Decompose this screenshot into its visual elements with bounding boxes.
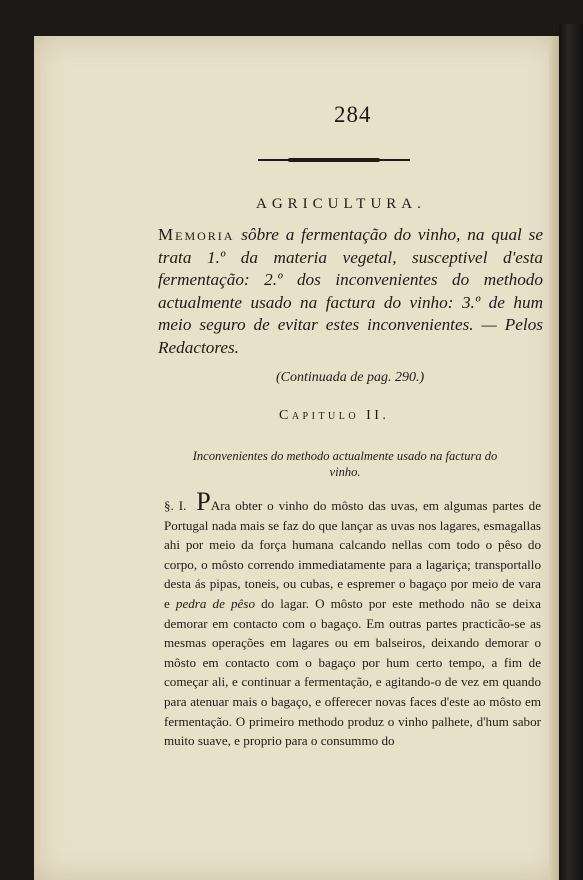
section-title: AGRICULTURA. [256, 196, 426, 212]
drop-cap: P [196, 487, 211, 516]
book-page [34, 36, 559, 880]
memoria-heading [158, 224, 543, 359]
book-edge [559, 24, 583, 880]
page-gutter [549, 36, 559, 880]
section-mark: §. I. [164, 498, 187, 513]
paragraph-text-1: Ara obter o vinho do môsto das uvas, em algumas partes de Portugal nada mais se faz do que lançar as uvas nos lagares, esmagallas ahi por meio da força humana calcando nellas com todo o pêso do corpo, o môsto correndo immediatamente para a lagariça; transportallo desta ás pipas, toneis, ou cubas, e espremer o bagaço por meio de vara e [164, 498, 542, 611]
continuation-note: (Continuada de pag. 290.) [276, 370, 425, 385]
italic-phrase: pedra de pêso [175, 595, 255, 611]
chapter-subtitle: Inconvenientes do methodo actualmente usado na factura do vinho. [192, 449, 498, 479]
page-number: 284 [334, 102, 372, 127]
paragraph-text-2: do lagar. O môsto por este methodo não se deixa demorar em contacto com o bagaço. Em outras partes practicão-se as mesmas operações em lagares ou em balseiros, deixando demorar o môsto em contacto com o bagaço por hum certo tempo, a fim de começar ali, e continuar a fermentação, e agitando-o de vez em quando para atenuar mais o bagaço, e offerecer novas faces d'este ao môsto em fermentação. O primeiro methodo produz o vinho palhete, d'hum sabor muito suave, e proprio para o consummo do [164, 595, 541, 749]
memoria-lead: Memoria [158, 225, 235, 244]
memoria-text: sôbre a fermentação do vinho, na qual se trata 1.º da materia vegetal, susceptivel d'esta fermentação: 2.º dos inconvenientes do methodo actualmente usado na factura do vinho: 3.º de hum meio seguro de evitar estes inconvenientes. — Pelos Redactores. [158, 225, 543, 357]
ornamental-rule [258, 159, 410, 161]
chapter-heading: Capitulo II. [279, 408, 390, 423]
body-paragraph [164, 487, 542, 751]
